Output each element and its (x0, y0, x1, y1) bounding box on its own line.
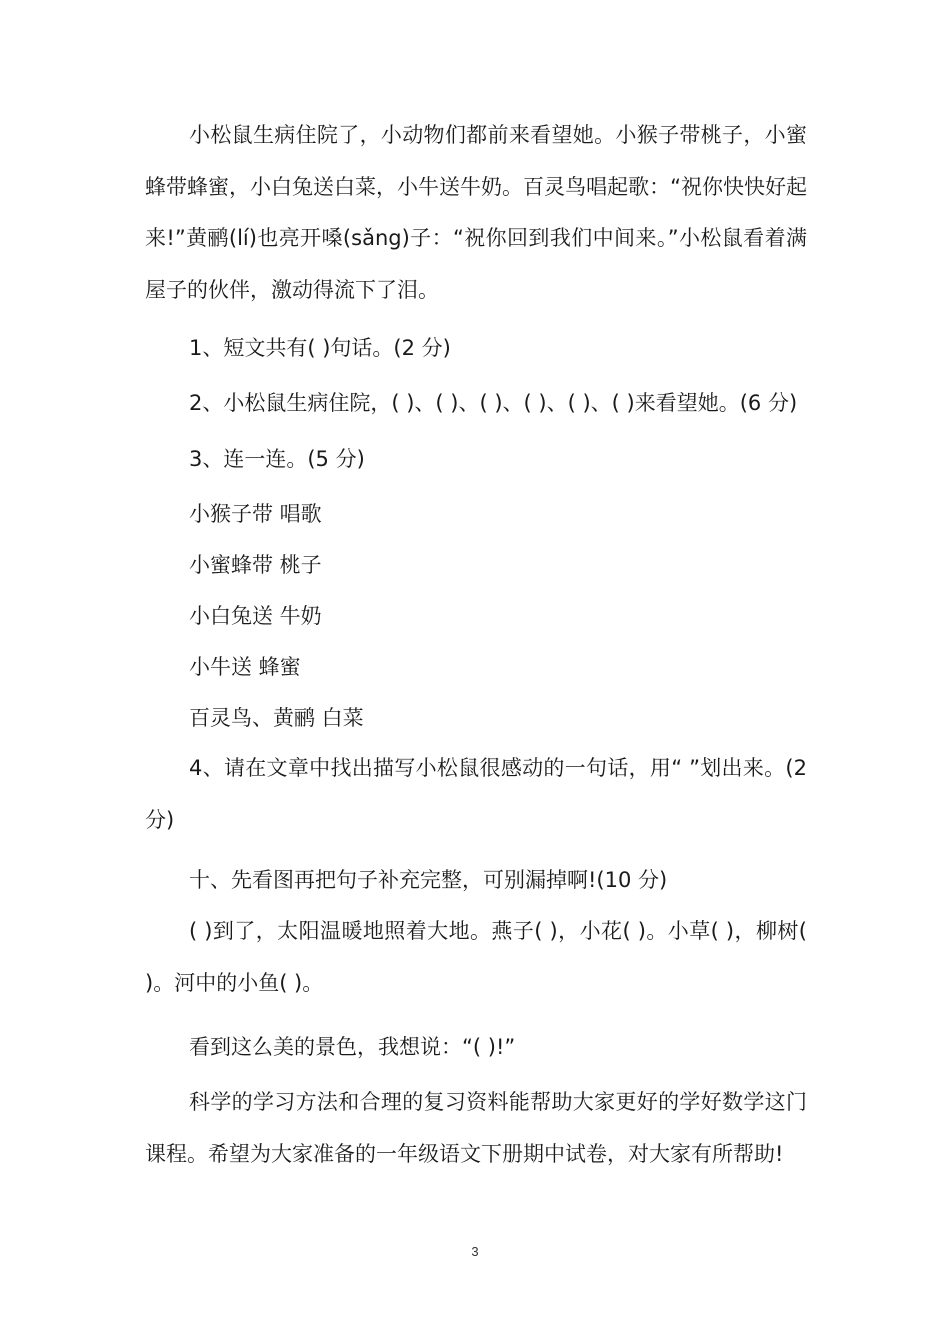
question-2: 2、小松鼠生病住院，( )、( )、( )、( )、( )、( )来看望她。(6 分) (189, 391, 798, 415)
match-line: 小猴子带 唱歌 (189, 502, 322, 526)
closing-paragraph: 科学的学习方法和合理的复习资料能帮助大家更好的学好数学这门课程。希望为大家准备的一年级语文下册期中试卷，对大家有所帮助! (145, 1090, 807, 1166)
match-line: 小蜜蜂带 桃子 (189, 553, 322, 577)
page-number: 3 (471, 1244, 479, 1259)
section-10-prompt: 看到这么美的景色，我想说：“( )!” (189, 1035, 516, 1059)
question-1: 1、短文共有( )句话。(2 分) (189, 336, 451, 360)
section-10-heading: 十、先看图再把句子补充完整，可别漏掉啊!(10 分) (189, 868, 668, 892)
passage-paragraph: 小松鼠生病住院了，小动物们都前来看望她。小猴子带桃子，小蜜蜂带蜂蜜，小白兔送白菜，小牛送牛奶。百灵鸟唱起歌：“祝你快快好起来!”黄鹂(lí)也亮开嗓(sǎng)子：“祝你回到我们中间来。”小松鼠看着满屋子的伙伴，激动得流下了泪。 (145, 123, 807, 302)
question-4: 4、请在文章中找出描写小松鼠很感动的一句话，用“ ”划出来。(2 分) (145, 756, 807, 832)
match-line: 百灵鸟、黄鹂 白菜 (189, 706, 364, 730)
match-line: 小白兔送 牛奶 (189, 604, 322, 628)
section-10-text: ( )到了，太阳温暖地照着大地。燕子( )，小花( )。小草( )，柳树( )。河中的小鱼( )。 (145, 919, 807, 995)
match-line: 小牛送 蜂蜜 (189, 655, 301, 679)
question-3: 3、连一连。(5 分) (189, 447, 365, 471)
